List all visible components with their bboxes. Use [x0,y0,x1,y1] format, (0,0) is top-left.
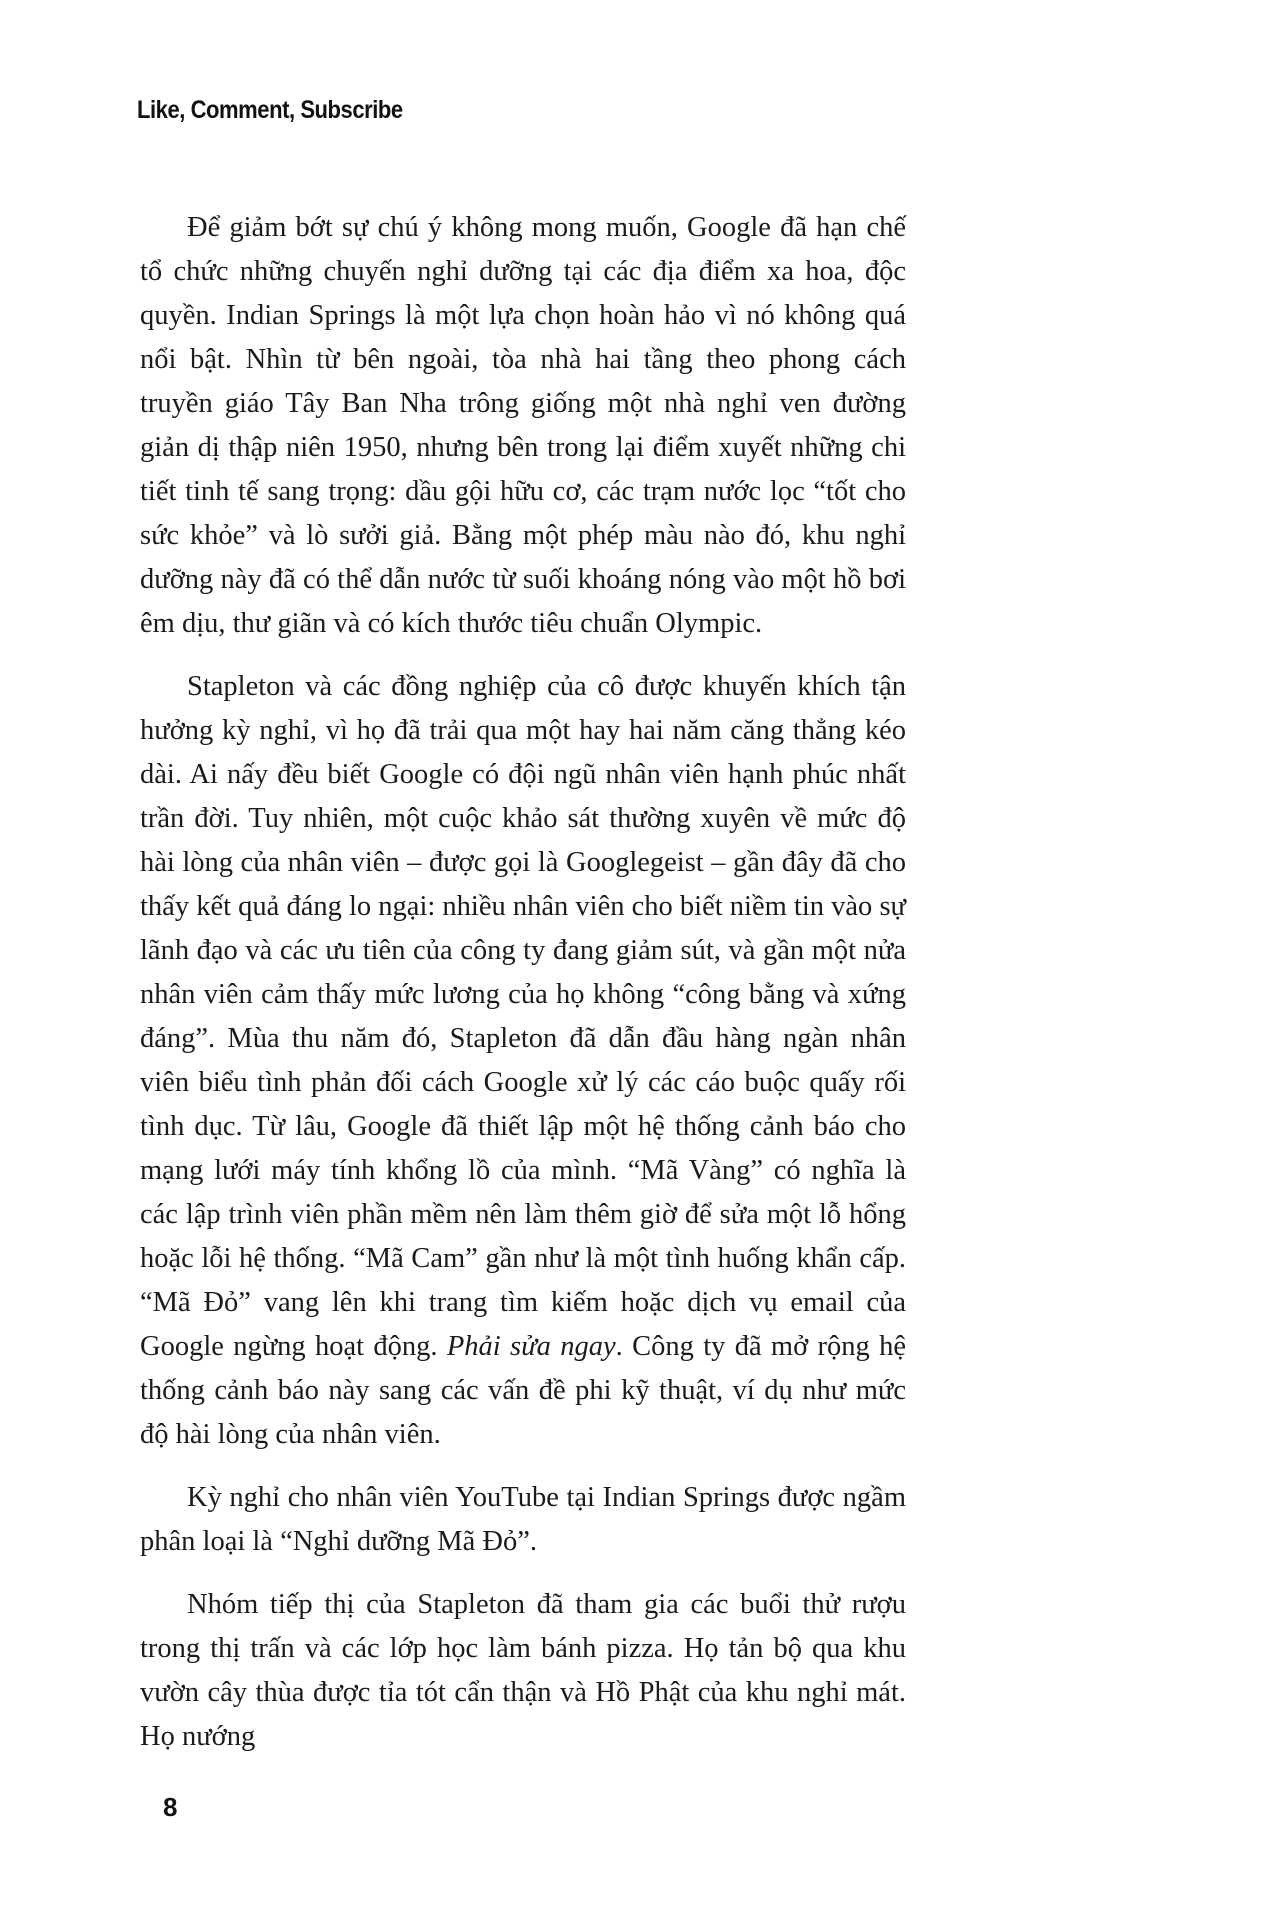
page-number: 8 [163,1792,178,1822]
text-segment: . Công ty đã mở rộng hệ thống cảnh báo này sang các vấn đề phi kỹ thuật, ví dụ như mức độ hài lòng của nhân viên. [140,1331,906,1450]
paragraph [140,665,906,1457]
paragraph [140,206,906,646]
text-segment: Nhóm tiếp thị của Stapleton đã tham gia các buổi thử rượu trong thị trấn và các lớp học làm bánh pizza. Họ tản bộ qua khu vườn cây thùa được tỉa tót cẩn thận và Hồ Phật của khu nghỉ mát. Họ nướng [140,1589,906,1752]
text-segment: Để giảm bớt sự chú ý không mong muốn, Google đã hạn chế tổ chức những chuyến nghỉ dưỡng tại các địa điểm xa hoa, độc quyền. Indian Springs là một lựa chọn hoàn hảo vì nó không quá nổi bật. Nhìn từ bên ngoài, tòa nhà hai tầng theo phong cách truyền giáo Tây Ban Nha trông giống một nhà nghỉ ven đường giản dị thập niên 1950, nhưng bên trong lại điểm xuyết những chi tiết tinh tế sang trọng: dầu gội hữu cơ, các trạm nước lọc “tốt cho sức khỏe” và lò sưởi giả. Bằng một phép màu nào đó, khu nghỉ dưỡng này đã có thể dẫn nước từ suối khoáng nóng vào một hồ bơi êm dịu, thư giãn và có kích thước tiêu chuẩn Olympic. [140,212,906,639]
text-segment: Stapleton và các đồng nghiệp của cô được khuyến khích tận hưởng kỳ nghỉ, vì họ đã trải qua một hay hai năm căng thẳng kéo dài. Ai nấy đều biết Google có đội ngũ nhân viên hạnh phúc nhất trần đời. Tuy nhiên, một cuộc khảo sát thường xuyên về mức độ hài lòng của nhân viên – được gọi là Googlegeist – gần đây đã cho thấy kết quả đáng lo ngại: nhiều nhân viên cho biết niềm tin vào sự lãnh đạo và các ưu tiên của công ty đang giảm sút, và gần một nửa nhân viên cảm thấy mức lương của họ không “công bằng và xứng đáng”. Mùa thu năm đó, Stapleton đã dẫn đầu hàng ngàn nhân viên biểu tình phản đối cách Google xử lý các cáo buộc quấy rối tình dục. Từ lâu, Google đã thiết lập một hệ thống cảnh báo cho mạng lưới máy tính khổng lồ của mình. “Mã Vàng” có nghĩa là các lập trình viên phần mềm nên làm thêm giờ để sửa một lỗ hổng hoặc lỗi hệ thống. “Mã Cam” gần như là một tình huống khẩn cấp. “Mã Đỏ” vang lên khi trang tìm kiếm hoặc dịch vụ email của Google ngừng hoạt động. [140,671,906,1362]
running-header: Like, Comment, Subscribe [137,96,403,124]
paragraph [140,1583,906,1759]
body-text [140,206,906,1759]
text-segment: Kỳ nghỉ cho nhân viên YouTube tại Indian Springs được ngầm phân loại là “Nghỉ dưỡng Mã Đỏ”. [140,1482,906,1557]
italic-text: Phải sửa ngay [446,1331,616,1362]
paragraph [140,1476,906,1564]
